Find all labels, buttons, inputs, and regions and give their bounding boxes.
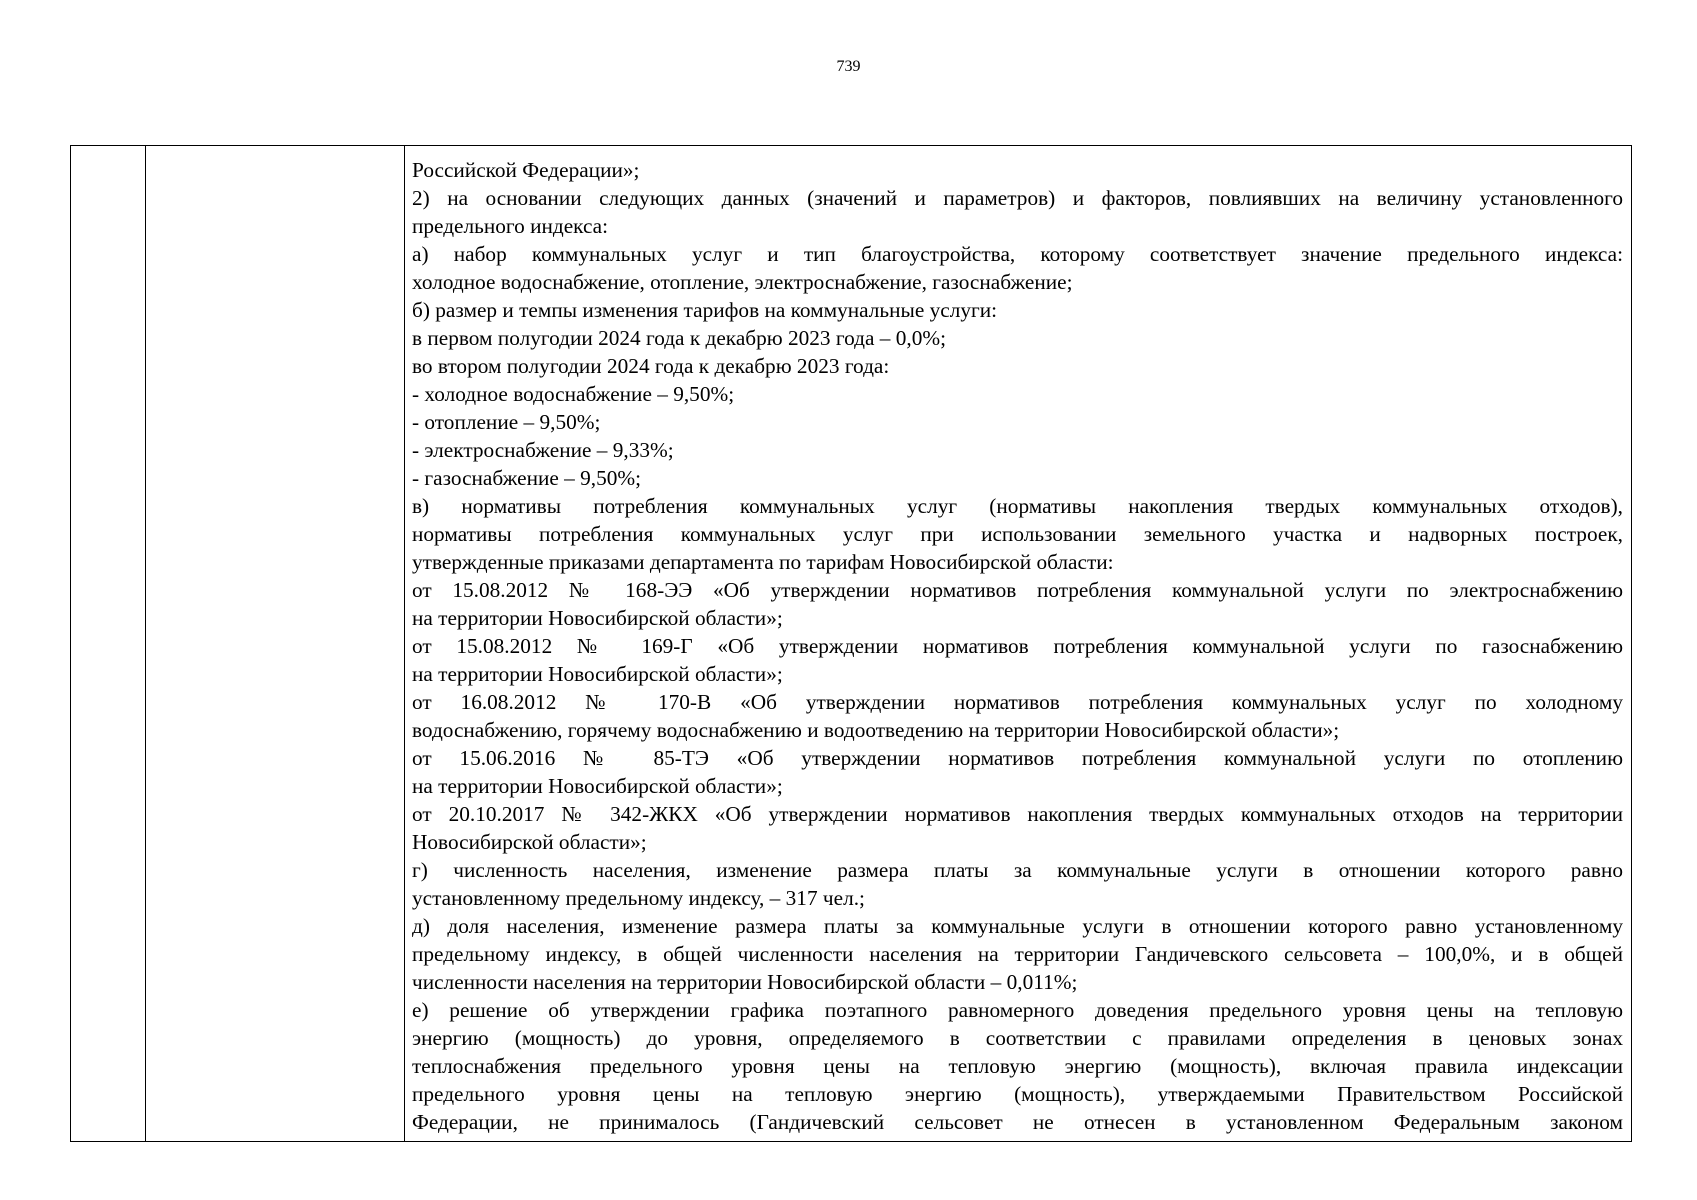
content-line: от 16.08.2012 № 170-В «Об утверждении нормативов потребления коммунальных услуг по холодному (412, 690, 1623, 714)
content-line: е) решение об утверждении графика поэтапного равномерного доведения предельного уровня цены на тепловую (412, 998, 1623, 1022)
table-column-name (146, 146, 405, 1141)
content-line: во втором полугодии 2024 года к декабрю 2023 года: (412, 354, 890, 378)
content-line: а) набор коммунальных услуг и тип благоустройства, которому соответствует значение предельного индекса: (412, 242, 1623, 266)
content-line: установленному предельному индексу, – 317 чел.; (412, 886, 865, 910)
content-line: - газоснабжение – 9,50%; (412, 466, 642, 490)
table-column-number (71, 146, 146, 1141)
content-line: на территории Новосибирской области»; (412, 662, 783, 686)
content-line: предельному индексу, в общей численности населения на территории Гандичевского сельсовета – 100,0%, и в общей (412, 942, 1623, 966)
content-line: 2) на основании следующих данных (значений и параметров) и факторов, повлиявших на величину установленного (412, 186, 1623, 210)
content-line: на территории Новосибирской области»; (412, 774, 783, 798)
content-line: от 20.10.2017 № 342-ЖКХ «Об утверждении нормативов накопления твердых коммунальных отходов на территории (412, 802, 1623, 826)
content-line: численности населения на территории Новосибирской области – 0,011%; (412, 970, 1078, 994)
table-column-content (405, 146, 1631, 1141)
content-line: энергию (мощность) до уровня, определяемого в соответствии с правилами определения в ценовых зонах (412, 1026, 1623, 1050)
document-table (70, 145, 1632, 1142)
content-line: на территории Новосибирской области»; (412, 606, 783, 630)
content-line: от 15.06.2016 № 85-ТЭ «Об утверждении нормативов потребления коммунальной услуги по отоплению (412, 746, 1623, 770)
content-line: нормативы потребления коммунальных услуг при использовании земельного участка и надворных построек, (412, 522, 1623, 546)
content-line: водоснабжению, горячему водоснабжению и водоотведению на территории Новосибирской области»; (412, 718, 1340, 742)
content-line: - холодное водоснабжение – 9,50%; (412, 382, 735, 406)
page-number: 739 (836, 58, 861, 75)
content-line: предельного индекса: (412, 214, 609, 238)
content-line: - электроснабжение – 9,33%; (412, 438, 674, 462)
content-line: холодное водоснабжение, отопление, электроснабжение, газоснабжение; (412, 270, 1073, 294)
content-line: предельного уровня цены на тепловую энергию (мощность), утверждаемыми Правительством Российской (412, 1082, 1623, 1106)
content-line: Российской Федерации»; (412, 158, 640, 182)
content-line: от 15.08.2012 № 169-Г «Об утверждении нормативов потребления коммунальной услуги по газоснабжению (412, 634, 1623, 658)
content-line: теплоснабжения предельного уровня цены на тепловую энергию (мощность), включая правила индексации (412, 1054, 1623, 1078)
content-line: Федерации, не принималось (Гандичевский сельсовет не отнесен в установленном Федеральным законом (412, 1110, 1623, 1134)
content-line: - отопление – 9,50%; (412, 410, 601, 434)
content-line: г) численность населения, изменение размера платы за коммунальные услуги в отношении которого равно (412, 858, 1623, 882)
content-line: в) нормативы потребления коммунальных услуг (нормативы накопления твердых коммунальных отходов), (412, 494, 1623, 518)
content-line: от 15.08.2012 № 168-ЭЭ «Об утверждении нормативов потребления коммунальной услуги по электроснабжению (412, 578, 1623, 602)
content-line: Новосибирской области»; (412, 830, 647, 854)
content-line: утвержденные приказами департамента по тарифам Новосибирской области: (412, 550, 1114, 574)
content-line: д) доля населения, изменение размера платы за коммунальные услуги в отношении которого равно установленному (412, 914, 1623, 938)
content-line: б) размер и темпы изменения тарифов на коммунальные услуги: (412, 298, 998, 322)
content-line: в первом полугодии 2024 года к декабрю 2023 года – 0,0%; (412, 326, 947, 350)
